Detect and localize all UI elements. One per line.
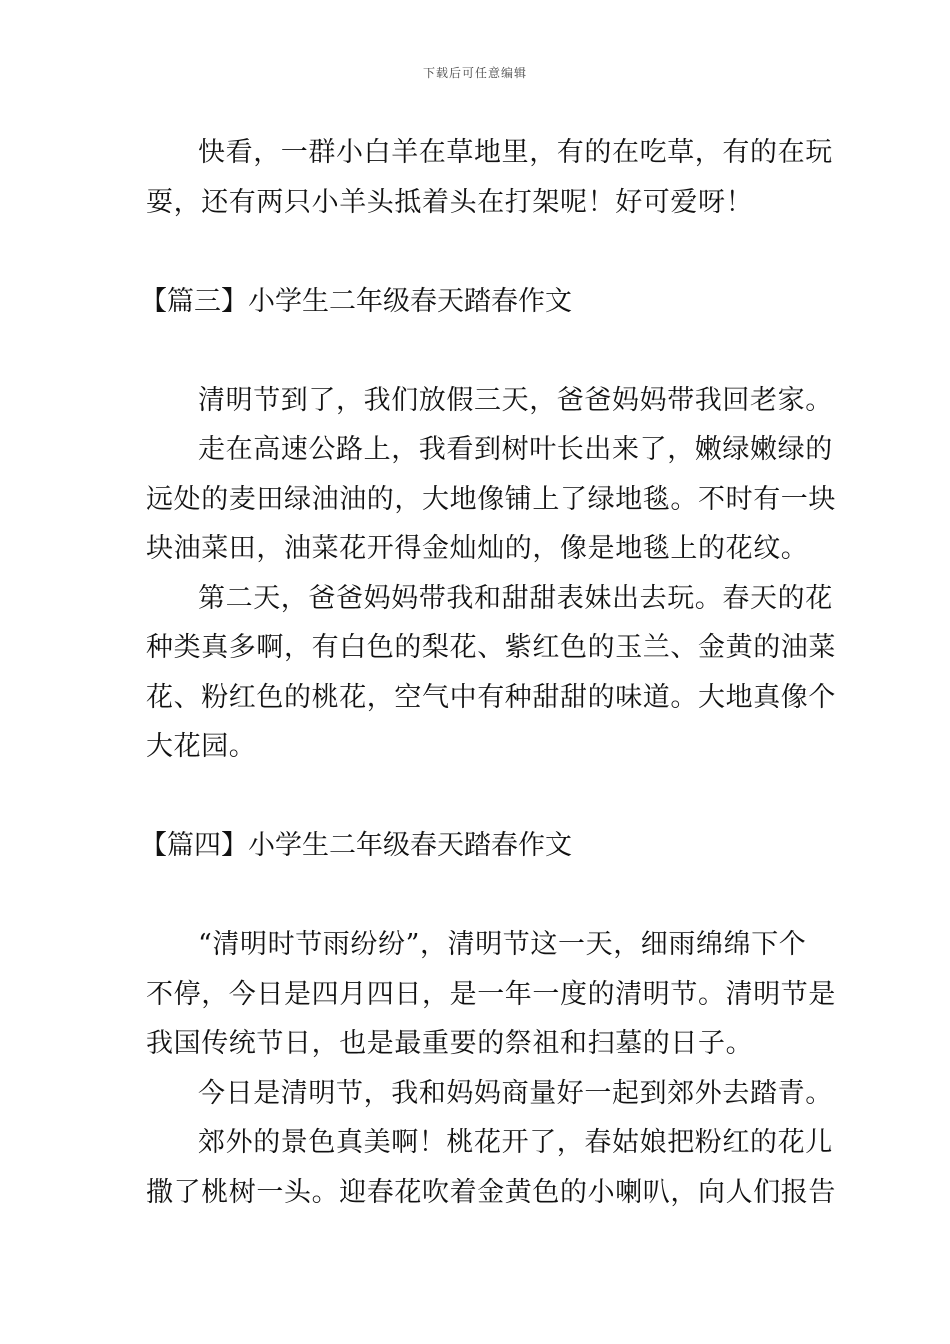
- paragraph-line: 远处的麦田绿油油的，大地像铺上了绿地毯。不时有一块: [146, 483, 836, 515]
- paragraph-line: 耍，还有两只小羊头抵着头在打架呢！好可爱呀！: [146, 186, 754, 218]
- blank-line: [146, 326, 806, 376]
- paragraph-first-line: “清明时节雨纷纷”，清明节这一天，细雨绵绵下个: [198, 929, 807, 960]
- paragraph-first-line: 走在高速公路上，我看到树叶长出来了，嫩绿嫩绿的: [198, 434, 833, 465]
- paragraph-first-line: 清明节到了，我们放假三天，爸爸妈妈带我回老家。: [198, 384, 833, 416]
- paragraph-first-line: 第二天，爸爸妈妈带我和甜甜表妹出去玩。春天的花: [198, 582, 833, 614]
- paragraph-first-line: 郊外的景色真美啊！桃花开了，春姑娘把粉红的花儿: [198, 1127, 833, 1158]
- paragraph-line: 花、粉红色的桃花，空气中有种甜甜的味道。大地真像个: [146, 681, 836, 713]
- blank-line: [146, 772, 806, 822]
- blank-line: [146, 871, 806, 921]
- section-title: 【篇三】小学生二年级春天踏春作文: [140, 285, 572, 317]
- paragraph-line: 不停，今日是四月四日，是一年一度的清明节。清明节是: [146, 978, 836, 1010]
- paragraph-first-line: 今日是清明节，我和妈妈商量好一起到郊外去踏青。: [198, 1077, 833, 1109]
- paragraph-line: 大花园。: [146, 731, 257, 762]
- paragraph-line: 种类真多啊，有白色的梨花、紫红色的玉兰、金黄的油菜: [146, 632, 836, 663]
- page-header: 下载后可任意编辑: [422, 66, 527, 80]
- blank-line: [146, 227, 806, 277]
- document-body: [140, 128, 836, 1217]
- paragraph-line: 我国传统节日，也是最重要的祭祖和扫墓的日子。: [146, 1028, 754, 1059]
- paragraph-first-line: 快看，一群小白羊在草地里，有的在吃草，有的在玩: [198, 137, 833, 168]
- paragraph-line: 块油菜田，油菜花开得金灿灿的，像是地毯上的花纹。: [146, 533, 809, 564]
- paragraph-line: 撒了桃树一头。迎春花吹着金黄色的小喇叭，向人们报告: [146, 1176, 836, 1208]
- section-title: 【篇四】小学生二年级春天踏春作文: [140, 830, 572, 861]
